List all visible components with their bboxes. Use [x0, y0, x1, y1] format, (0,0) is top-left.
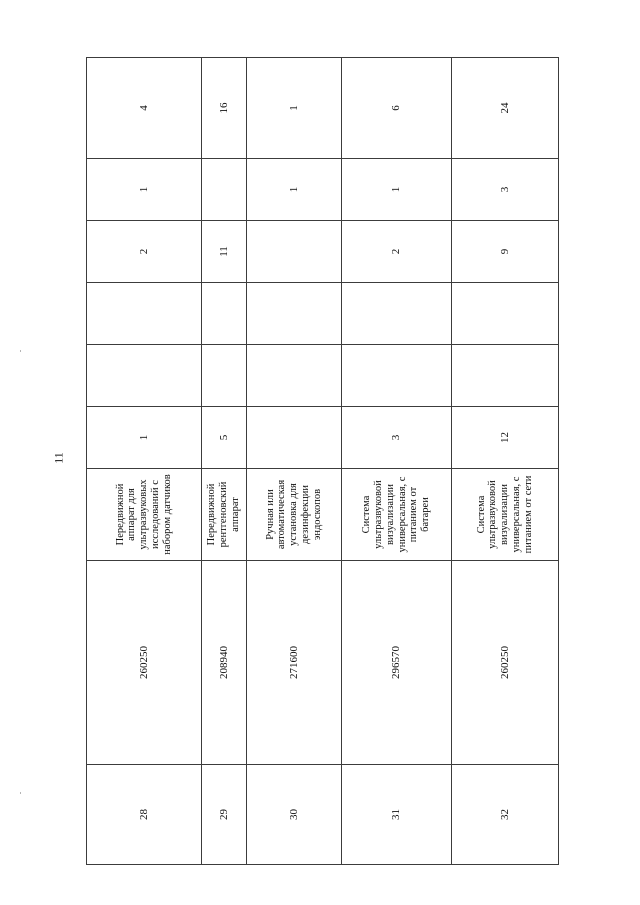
quantity-cell — [247, 345, 342, 407]
quantity-cell — [247, 407, 342, 469]
quantity-cell — [202, 283, 247, 345]
scan-mark — [20, 792, 21, 794]
table-row — [247, 58, 342, 865]
equipment-name: Передвижной рентгеновский аппарат — [202, 469, 247, 561]
quantity-cell: 1 — [87, 159, 202, 221]
row-index: 28 — [87, 765, 202, 865]
quantity-cell — [87, 283, 202, 345]
table-row — [452, 58, 559, 865]
quantity-cell — [202, 159, 247, 221]
quantity-cell — [342, 283, 452, 345]
quantity-cell: 1 — [342, 159, 452, 221]
equipment-name: Система ультразвуковой визуализации универсальная, с питанием от сети — [452, 469, 559, 561]
total-cell: 24 — [452, 58, 559, 159]
equipment-code: 260250 — [452, 561, 559, 765]
page-number: 11 — [51, 452, 66, 464]
total-cell: 16 — [202, 58, 247, 159]
equipment-table-container — [86, 58, 558, 865]
row-index: 32 — [452, 765, 559, 865]
quantity-cell — [202, 345, 247, 407]
quantity-cell — [247, 221, 342, 283]
equipment-code: 208940 — [202, 561, 247, 765]
equipment-code: 271600 — [247, 561, 342, 765]
table-row — [87, 58, 202, 865]
equipment-code: 260250 — [87, 561, 202, 765]
quantity-cell — [452, 345, 559, 407]
row-index: 31 — [342, 765, 452, 865]
quantity-cell — [87, 345, 202, 407]
quantity-cell — [247, 283, 342, 345]
quantity-cell: 5 — [202, 407, 247, 469]
quantity-cell: 3 — [342, 407, 452, 469]
table-row — [202, 58, 247, 865]
total-cell: 6 — [342, 58, 452, 159]
total-cell: 1 — [247, 58, 342, 159]
table-row — [342, 58, 452, 865]
quantity-cell — [342, 345, 452, 407]
equipment-name: Ручная или автоматическая установка для дезинфекции эндоскопов — [247, 469, 342, 561]
quantity-cell: 11 — [202, 221, 247, 283]
total-cell: 4 — [87, 58, 202, 159]
equipment-code: 296570 — [342, 561, 452, 765]
quantity-cell: 2 — [342, 221, 452, 283]
equipment-name: Система ультразвуковой визуализации универсальная, с питанием от батареи — [342, 469, 452, 561]
equipment-name: Передвижной аппарат для ультразвуковых исследований с набором датчиков — [87, 469, 202, 561]
quantity-cell: 2 — [87, 221, 202, 283]
quantity-cell: 1 — [87, 407, 202, 469]
scan-mark — [20, 350, 21, 352]
quantity-cell: 3 — [452, 159, 559, 221]
quantity-cell: 9 — [452, 221, 559, 283]
row-index: 30 — [247, 765, 342, 865]
quantity-cell — [452, 283, 559, 345]
row-index: 29 — [202, 765, 247, 865]
equipment-table — [86, 57, 559, 865]
quantity-cell: 1 — [247, 159, 342, 221]
quantity-cell: 12 — [452, 407, 559, 469]
